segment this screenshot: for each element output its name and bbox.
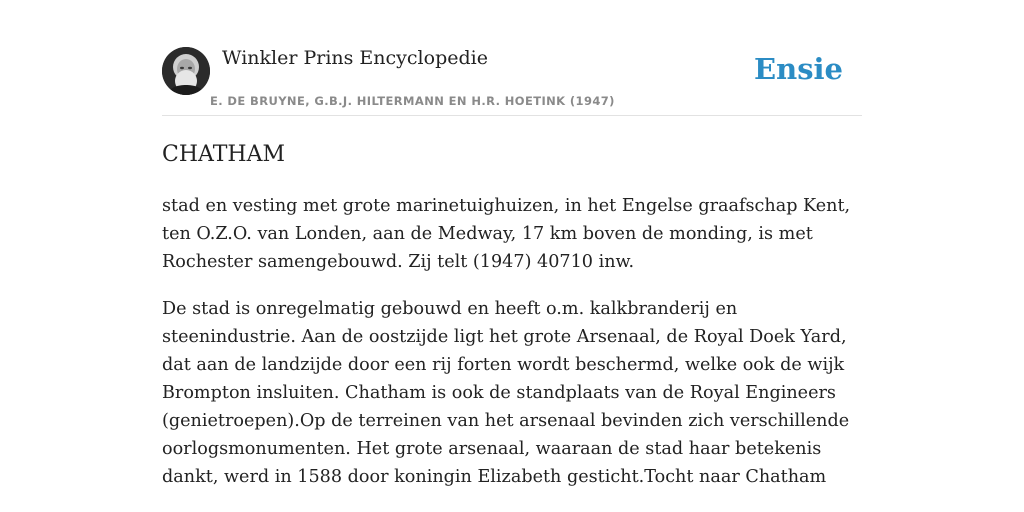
author-portrait-icon	[162, 47, 210, 95]
source-subtitle: E. DE BRUYNE, G.B.J. HILTERMANN EN H.R. HOETINK (1947)	[210, 94, 615, 108]
article-paragraph: stad en vesting met grote marinetuighuizen, in het Engelse graafschap Kent, ten O.Z.O. van Londen, aan de Medway, 17 km boven de monding, is met Rochester samengebouwd. Zij telt (1947) 40710 inw.	[162, 196, 851, 272]
source-title[interactable]: Winkler Prins Encyclopedie	[222, 47, 488, 69]
page	[162, 0, 862, 512]
entry-title: CHATHAM	[162, 142, 285, 167]
header-divider	[162, 115, 862, 116]
article-paragraph: De stad is onregelmatig gebouwd en heeft o.m. kalkbranderij en steenindustrie. Aan de oostzijde ligt het grote Arsenaal, de Royal Doek Yard, dat aan de landzijde door een rij forten wordt beschermd, welke ook de wijk Brompton insluiten. Chatham is ook de standplaats van de Royal Engineers (genietroepen).Op de terreinen van het arsenaal bevinden zich verschillende oorlogsmonumenten. Het grote arsenaal, waaraan de stad haar betekenis dankt, werd in 1588 door koningin Elizabeth gesticht.Tocht naar Chatham	[162, 299, 850, 487]
brand-logo-link[interactable]: Ensie	[754, 52, 843, 86]
author-avatar	[162, 47, 210, 95]
